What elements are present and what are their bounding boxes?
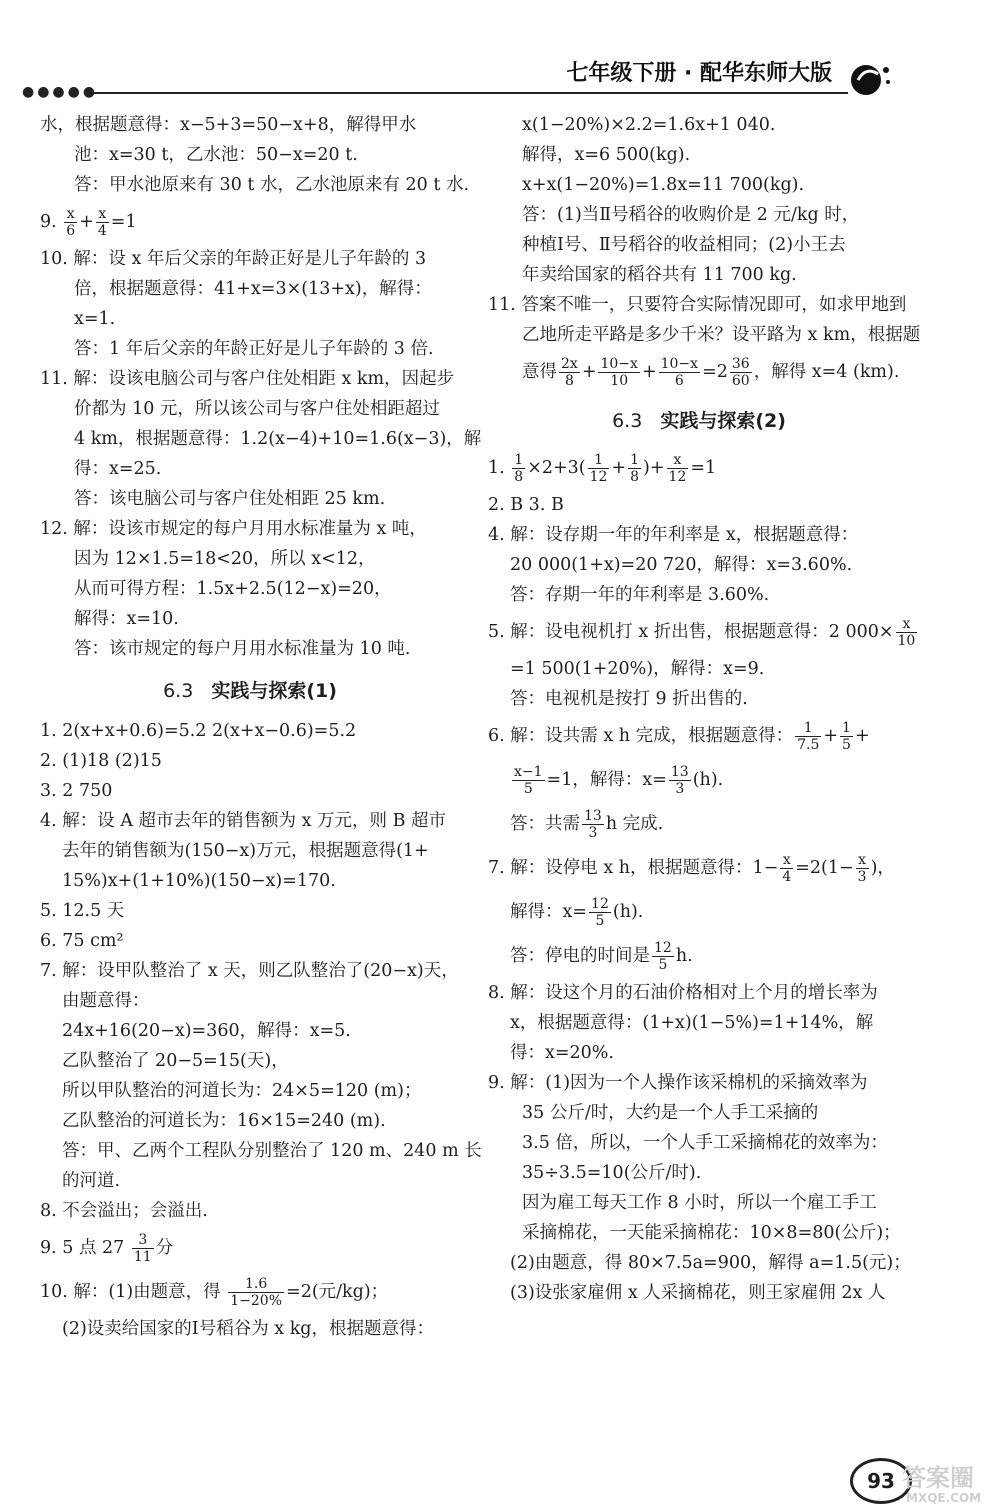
text-line: 24x+16(20−x)=360，解得：x=5.: [62, 1021, 351, 1041]
answer-10: 10. 解：(1)由题意，得 $\frac{1.6}{1-20\%}$ =2(元/kg)；: [40, 1276, 389, 1309]
fraction: $\frac{12}{5}$: [654, 940, 672, 973]
answer-9-time: 9. 5 点 27 $\frac{3}{11}$ 分: [40, 1232, 174, 1265]
svg-text:答案圈: 答案圈: [902, 1464, 974, 1492]
text-line: 水，根据题意得：x−5+3=50−x+8，解得甲水: [40, 115, 417, 135]
fraction: $\frac{1.6}{1-20\%}$: [230, 1276, 283, 1309]
fraction: $\frac{1}{12}$: [589, 452, 608, 485]
text-line: 15%)x+(1+10%)(150−x)=170.: [62, 871, 336, 891]
fraction: $\frac{1}{7.5}$: [797, 720, 820, 753]
left-column: [40, 110, 482, 1344]
text-line: 10. 解：设 x 年后父亲的年龄正好是儿子年龄的 3: [40, 249, 427, 269]
text-line: 由题意得：: [62, 991, 150, 1011]
text-line: 7. 解：设甲队整治了 x 天，则乙队整治了(20−x)天，: [40, 961, 459, 981]
text-line: 采摘棉花，一天能采摘棉花：10×8=80(公斤)；: [522, 1223, 901, 1243]
text-line: 因为 12×1.5=18<20，所以 x<12，: [74, 549, 376, 569]
equation-line: 解得：x= $\frac{12}{5}$ (h).: [510, 896, 644, 929]
equation-line: 答：共需 $\frac{13}{3}$ h 完成.: [510, 808, 664, 841]
text-line: 8. 解：设这个月的石油价格相对上个月的增长率为: [488, 983, 878, 1003]
text-line: 4. 解：设 A 超市去年的销售额为 x 万元，则 B 超市: [40, 811, 447, 831]
fraction: $\frac{3}{11}$: [133, 1232, 152, 1265]
equation-line: 5. 解：设电视机打 x 折出售，根据题意得：2 000× $\frac{x}{10}$: [488, 616, 916, 649]
text-line: 答：存期一年的年利率是 3.60%.: [510, 585, 770, 605]
text-line: 解得：x=10.: [74, 609, 179, 629]
text-line: 3. 2 750: [40, 781, 113, 801]
text-line: 答：该电脑公司与客户住处相距 25 km.: [74, 489, 386, 509]
text-line: 答：该市规定的每户月用水标准量为 10 吨.: [74, 639, 411, 659]
text-line: 5. 12.5 天: [40, 901, 125, 921]
text-line: 年卖给国家的稻谷共有 11 700 kg.: [522, 265, 797, 285]
text-line: 6. 75 cm²: [40, 931, 124, 951]
text-line: (2)由题意，得 80×7.5a=900，解得 a=1.5(元)；: [510, 1253, 911, 1273]
text-line: 12. 解：设该市规定的每户月用水标准量为 x 吨，: [40, 519, 427, 539]
fraction: $\frac{1}{8}$: [630, 452, 640, 485]
text-line: 解得，x=6 500(kg).: [522, 145, 691, 165]
header-rule: [88, 92, 848, 94]
section-heading: 6.3 实践与探索(2): [612, 410, 786, 432]
fraction: $\frac{x}{6}$: [66, 206, 76, 239]
text-line: x+x(1−20%)=1.8x=11 700(kg).: [522, 175, 805, 195]
text-line: x，根据题意得：(1+x)(1−5%)=1+14%，解: [510, 1013, 874, 1033]
text-line: 4 km，根据题意得：1.2(x−4)+10=1.6(x−3)，解: [74, 429, 482, 449]
equation-line: 7. 解：设停电 x h，根据题意得：1− $\frac{x}{4}$ =2(1− $\frac{x}{3}$ )，: [488, 852, 895, 885]
fraction: $\frac{x}{4}$: [97, 206, 107, 239]
text-line: 1. 2(x+x+0.6)=5.2 2(x+x−0.6)=5.2: [40, 721, 357, 741]
watermark-logo: [900, 1456, 996, 1506]
text-line: 因为雇工每天工作 8 小时，所以一个雇工手工: [522, 1193, 877, 1213]
text-line: 价都为 10 元，所以该公司与客户住处相距超过: [74, 399, 440, 419]
text-line: 乙队整治的河道长为：16×15=240 (m).: [62, 1111, 386, 1131]
text-line: 答：甲、乙两个工程队分别整治了 120 m、240 m 长: [62, 1141, 482, 1161]
text-line: 35 公斤/时，大约是一个人手工采摘的: [522, 1103, 819, 1123]
fraction: $\frac{x-1}{5}$: [514, 764, 543, 797]
right-column: [488, 110, 921, 1308]
text-line: 乙队整治了 20−5=15(天)，: [62, 1051, 289, 1071]
text-line: (2)设卖给国家的Ⅰ号稻谷为 x kg，根据题意得：: [62, 1319, 435, 1339]
fraction: $\frac{36}{60}$: [731, 356, 750, 389]
equation-line: 答：停电的时间是 $\frac{12}{5}$ h.: [510, 940, 693, 973]
fraction: $\frac{x}{4}$: [782, 852, 792, 885]
text-line: 2. B 3. B: [488, 495, 564, 515]
text-line: x=1.: [74, 309, 116, 329]
text-line: 从而可得方程：1.5x+2.5(12−x)=20，: [74, 579, 392, 599]
text-line: 3.5 倍，所以，一个人手工采摘棉花的效率为：: [522, 1133, 888, 1153]
text-line: =1 500(1+20%)，解得：x=9.: [510, 659, 765, 679]
text-line: 答：(1)当Ⅱ号稻谷的收购价是 2 元/kg 时，: [522, 205, 860, 225]
fraction: $\frac{13}{3}$: [670, 764, 689, 797]
text-line: 20 000(1+x)=20 720，解得：x=3.60%.: [510, 555, 853, 575]
text-line: 的河道.: [62, 1171, 121, 1191]
text-line: 11. 答案不唯一，只要符合实际情况即可，如求甲地到: [488, 295, 907, 315]
text-line: 4. 解：设存期一年的年利率是 x，根据题意得：: [488, 525, 859, 545]
fraction: $\frac{x}{12}$: [668, 452, 687, 485]
text-line: 倍，根据题意得：41+x=3×(13+x)，解得：: [74, 279, 432, 299]
text-line: 所以甲队整治的河道长为：24×5=120 (m)；: [62, 1081, 422, 1101]
text-line: 11. 解：设该电脑公司与客户住处相距 x km，因起步: [40, 369, 455, 389]
text-line: 得：x=20%.: [510, 1043, 614, 1063]
text-line: 8. 不会溢出；会溢出.: [40, 1201, 208, 1221]
header-title: 七年级下册 · 配华东师大版: [566, 61, 832, 86]
equation-line: $\frac{x-1}{5}$ =1，解得：x= $\frac{13}{3}$ (h).: [514, 764, 724, 797]
text-line: 种植Ⅰ号、Ⅱ号稻谷的收益相同；(2)小王去: [522, 235, 846, 255]
text-line: x(1−20%)×2.2=1.6x+1 040.: [522, 115, 776, 135]
text-line: 池：x=30 t，乙水池：50−x=20 t.: [74, 145, 358, 165]
svg-text:MXQE.COM: MXQE.COM: [906, 1491, 982, 1505]
fraction: $\frac{2x}{8}$: [561, 356, 578, 389]
text-line: 得：x=25.: [74, 459, 162, 479]
text-line: 乙地所走平路是多少千米？设平路为 x km，根据题: [522, 325, 921, 345]
text-line: 2. (1)18 (2)15: [40, 751, 162, 771]
fraction: $\frac{10-x}{6}$: [660, 356, 699, 389]
fraction: $\frac{12}{5}$: [591, 896, 609, 929]
equation-line: 1. $\frac{1}{8}$ ×2+3( $\frac{1}{12}$ + $\frac{1}{8}$ )+ $\frac{x}{12}$ =1: [488, 452, 717, 485]
page-number: 93: [850, 1458, 912, 1504]
swirl-logo-icon: [848, 56, 892, 100]
text-line: 35÷3.5=10(公斤/时).: [522, 1163, 702, 1183]
text-line: 9. 解：(1)因为一个人操作该采棉机的采摘效率为: [488, 1073, 868, 1093]
fraction: $\frac{13}{3}$: [584, 808, 602, 841]
equation-line: 6. 解：设共需 x h 完成，根据题意得： $\frac{1}{7.5}$ + $\frac{1}{5}$ +: [488, 720, 870, 753]
text-line: 答：1 年后父亲的年龄正好是儿子年龄的 3 倍.: [74, 339, 434, 359]
section-heading: 6.3 实践与探索(1): [163, 680, 337, 702]
fraction: $\frac{x}{10}$: [897, 616, 916, 649]
header-dots: ●●●●●: [22, 84, 99, 100]
fraction: $\frac{10-x}{10}$: [600, 356, 638, 389]
text-line: 答：甲水池原来有 30 t 水，乙水池原来有 20 t 水.: [74, 175, 470, 195]
fraction: $\frac{1}{5}$: [842, 720, 851, 753]
equation-line: 意得 $\frac{2x}{8}$ + $\frac{10-x}{10}$ + $\frac{10-x}{6}$ =2 $\frac{36}{60}$ ，解得 x=4 (km).: [522, 356, 900, 389]
answer-9: 9. $\frac{x}{6}$ + $\frac{x}{4}$ =1: [40, 206, 137, 239]
text-line: 去年的销售额为(150−x)万元，根据题意得(1+: [62, 841, 429, 861]
fraction: $\frac{x}{3}$: [857, 852, 867, 885]
text-line: 答：电视机是按打 9 折出售的.: [510, 689, 748, 709]
fraction: $\frac{1}{8}$: [514, 452, 524, 485]
text-line: (3)设张家雇佣 x 人采摘棉花，则王家雇佣 2x 人: [510, 1283, 886, 1303]
